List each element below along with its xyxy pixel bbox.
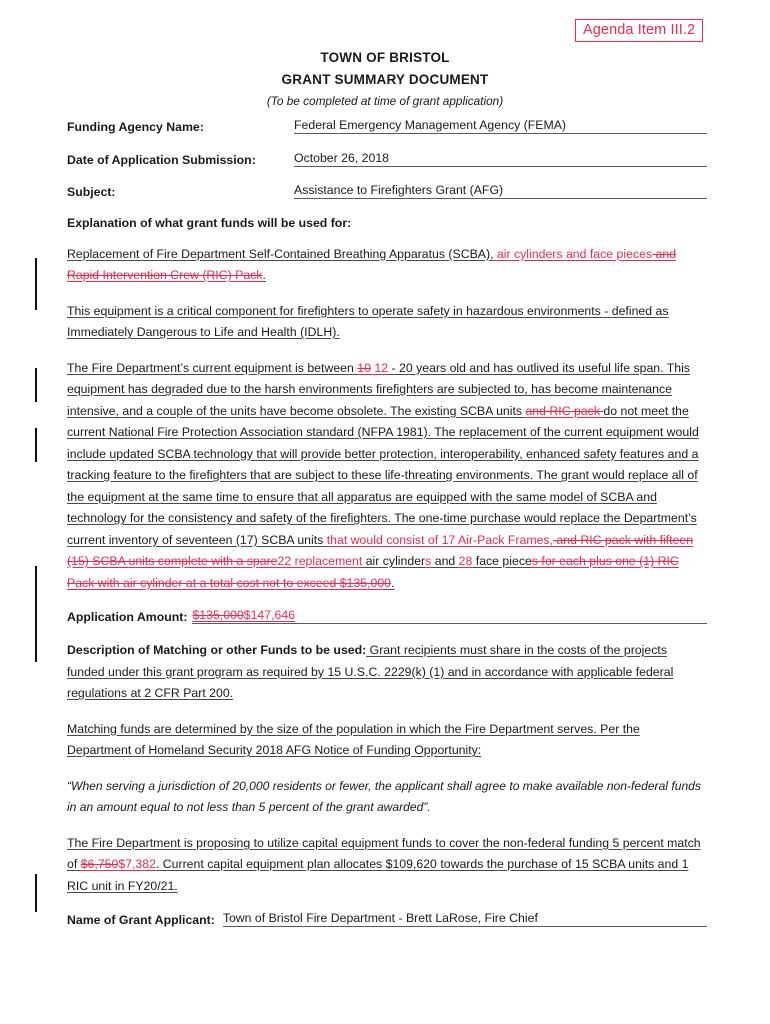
inserted-text: $7,382 bbox=[118, 857, 156, 871]
kept-text: Matching funds are determined by the size of the population in which the Fire Department serves. Per the Department of Homeland Security 2018 AFG Notice of Funding Opportunity: bbox=[67, 721, 640, 757]
inserted-amount: $147,646 bbox=[243, 608, 296, 622]
document-body bbox=[67, 118, 707, 927]
document-subtitle: (To be completed at time of grant application) bbox=[266, 94, 504, 108]
deleted-text: and RIC pack bbox=[525, 403, 604, 418]
kept-text: The Fire Department is proposing to utilize capital equipment funds to cover the non-federal funding 5 percent match of bbox=[67, 835, 701, 871]
kept-text: Grant recipients must share in the costs of the projects funded under this grant program as required by 15 U.S.C. 2229(k) (1) and in accordance with applicable federal regulations at 2 CFR Part 200. bbox=[67, 643, 674, 700]
change-bar bbox=[35, 874, 37, 912]
change-bar bbox=[35, 566, 37, 662]
deleted-amount: $135,000 bbox=[192, 608, 244, 622]
kept-text: do not meet the current National Fire Protection Association standard (NFPA 1981). The replacement of the current equipment would include updated SCBA technology that will provide better protection, interoperability, enhanced safety features and a tracking feature to the firefighters that are subject to these life-threating environments. The grant would replace all of the equipment at the same time to ensure that all apparatus are equipped with the same model of SCBA and technology for the consistency and safety of the firefighters. The one-time purchase would replace the Department’s current inventory of seventeen (17) SCBA units bbox=[67, 403, 699, 547]
deleted-text: s for each plus one (1) RIC Pack with air cylinder at a total cost not to exceed $135,000 bbox=[67, 554, 679, 590]
kept-text: air cylinder bbox=[362, 554, 426, 568]
kept-text: . bbox=[391, 575, 395, 590]
kept-text: face piece bbox=[472, 554, 532, 568]
field-application-date bbox=[67, 151, 707, 167]
inserted-text: 28 bbox=[458, 554, 473, 568]
field-label: Date of Application Submission: bbox=[67, 152, 256, 167]
inserted-text: s bbox=[425, 554, 432, 568]
application-amount-label: Application Amount: bbox=[67, 610, 188, 624]
kept-text: . bbox=[262, 268, 266, 282]
explanation-heading: Explanation of what grant funds will be used for: bbox=[67, 215, 352, 230]
inserted-text: 22 replacement bbox=[277, 554, 363, 568]
field-value: October 26, 2018 bbox=[294, 151, 707, 167]
document-title: GRANT SUMMARY DOCUMENT bbox=[281, 72, 489, 87]
field-value: Assistance to Firefighters Grant (AFG) bbox=[294, 183, 707, 199]
change-bar bbox=[35, 428, 37, 462]
kept-text: and bbox=[431, 554, 459, 568]
deleted-text: $6,750 bbox=[80, 857, 119, 871]
kept-text: Replacement of Fire Department Self-Contained Breathing Apparatus (SCBA), bbox=[67, 246, 494, 261]
field-value: Town of Bristol Fire Department - Brett LaRose, Fire Chief bbox=[223, 911, 707, 927]
field-value: Federal Emergency Management Agency (FEMA) bbox=[294, 118, 707, 134]
paragraph-capital-match bbox=[67, 833, 707, 898]
application-amount-row bbox=[67, 608, 707, 624]
kept-text: This equipment is a critical component for firefighters to operate safety in hazardous environments - defined as Immediately Dangerous to Life and Health (IDLH). bbox=[67, 303, 669, 339]
deleted-text: and Rapid Intervention Crew (RIC) Pack bbox=[67, 246, 677, 282]
paragraph-replacement bbox=[67, 244, 707, 287]
paragraph-equipment-age bbox=[67, 358, 707, 595]
paragraph-matching-funds bbox=[67, 640, 707, 705]
change-bar bbox=[35, 258, 37, 310]
field-subject bbox=[67, 183, 707, 199]
change-bar bbox=[35, 368, 37, 402]
deleted-text: 10 bbox=[357, 360, 371, 375]
inserted-text: that would consist of 17 Air-Pack Frames, bbox=[326, 532, 553, 547]
field-label: Funding Agency Name: bbox=[67, 120, 204, 134]
paragraph-idlh bbox=[67, 301, 707, 344]
kept-text: - 20 years old and has outlived its useful life span. This equipment has degraded due to the harsh environments firefighters are subjected to, has become maintenance intensive, and a couple of the units have become obsolete. The existing SCBA units bbox=[67, 360, 690, 418]
town-title: TOWN OF BRISTOL bbox=[320, 50, 450, 65]
matching-funds-label: Description of Matching or other Funds to be used: bbox=[67, 643, 367, 657]
field-grant-applicant bbox=[67, 911, 707, 927]
paragraph-quote: “When serving a jurisdiction of 20,000 residents or fewer, the applicant shall agree to make available non-federal funds in an amount equal to not less than 5 percent of the grant awarded”. bbox=[67, 778, 701, 814]
inserted-text: 12 bbox=[370, 360, 389, 375]
field-label: Subject: bbox=[67, 185, 116, 199]
agenda-item-stamp: Agenda Item III.2 bbox=[575, 19, 703, 42]
field-funding-agency bbox=[67, 118, 707, 134]
document-header bbox=[0, 47, 770, 111]
paragraph-matching-determination bbox=[67, 719, 707, 762]
kept-text: The Fire Department’s current equipment is between bbox=[67, 360, 358, 375]
application-amount-value bbox=[192, 608, 707, 624]
inserted-text: air cylinders and face pieces bbox=[493, 246, 653, 261]
field-label: Name of Grant Applicant: bbox=[67, 913, 215, 927]
deleted-text: and RIC pack with fifteen (15) SCBA units complete with a spare bbox=[67, 532, 694, 568]
kept-text: . Current capital equipment plan allocates $109,620 towards the purchase of 15 SCBA units and 1 RIC unit in FY20/21. bbox=[67, 857, 689, 893]
